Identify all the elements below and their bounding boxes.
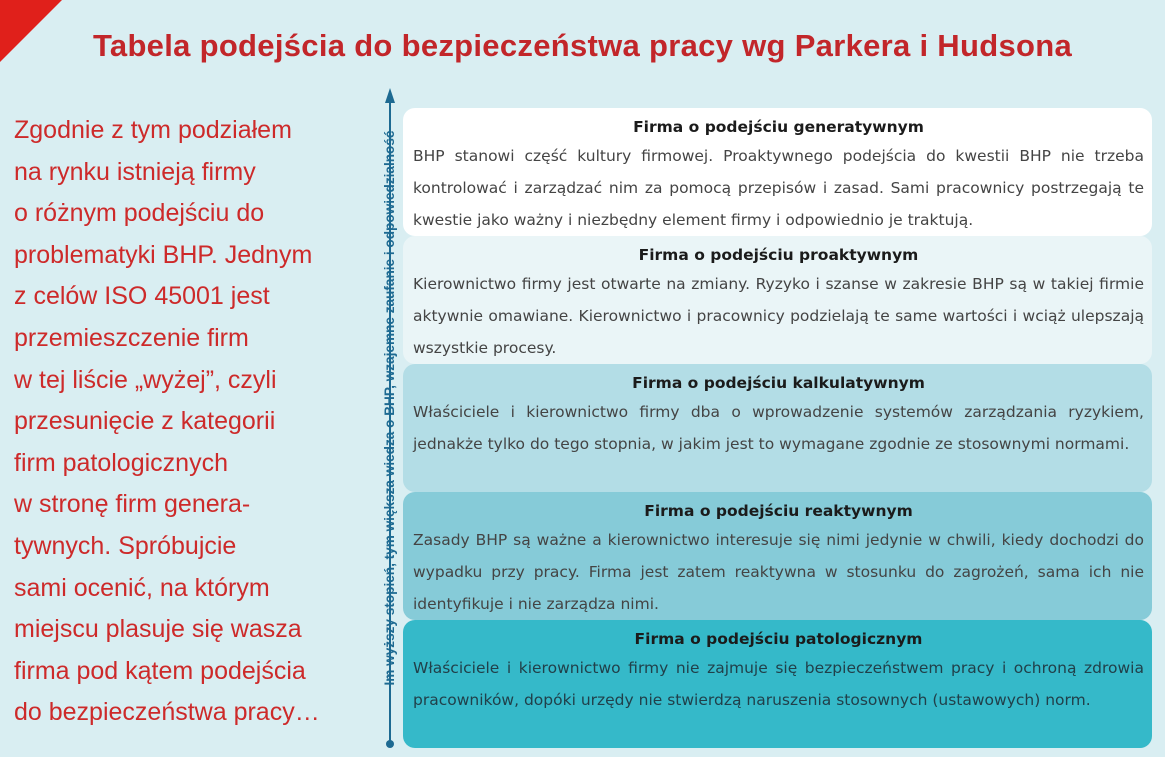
intro-line: w tej liście „wyżej”, czyli: [14, 365, 277, 394]
intro-line: sami ocenić, na którym: [14, 573, 270, 602]
intro-line: firma pod kątem podejścia: [14, 656, 306, 685]
card-text: Właściciele i kierownictwo firmy nie zajmuje się bezpieczeństwem pracy i ochroną zdrowia pracowników, dopóki urzędy nie stwierdzą naruszenia stosownych (ustawowych) norm.: [413, 659, 1144, 709]
approach-table: [403, 108, 1152, 748]
intro-line: tywnych. Spróbujcie: [14, 531, 237, 560]
card-title: Firma o podejściu proaktywnym: [638, 246, 919, 264]
intro-line: problematyki BHP. Jednym: [14, 240, 313, 269]
card-pathological: [403, 620, 1152, 748]
intro-line: przesunięcie z kategorii: [14, 407, 276, 436]
intro-paragraph: [14, 110, 349, 734]
card-text: BHP stanowi część kultury firmowej. Proaktywnego podejścia do kwestii BHP nie trzeba kontrolować i zarządzać nim za pomocą przepisów i zasad. Sami pracownicy postrzegają te kwestie jako ważny i niezbędny element firmy i odpowiednio je traktują.: [413, 147, 1144, 229]
card-title: Firma o podejściu generatywnym: [633, 118, 924, 136]
card-title: Firma o podejściu reaktywnym: [644, 502, 913, 520]
intro-line: w stronę firm genera-: [14, 490, 251, 519]
card-text: Właściciele i kierownictwo firmy dba o wprowadzenie systemów zarządzania ryzykiem, jednakże tylko do tego stopnia, w jakim jest to wymagane zgodnie ze stosownymi normami.: [413, 403, 1144, 453]
card-proactive: [403, 236, 1152, 364]
axis-label: Im wyższy stopień, tym większa wiedza o BHP, wzajemne zaufanie i odpowiedzialność: [382, 130, 397, 686]
intro-line: do bezpieczeństwa pracy…: [14, 698, 320, 727]
page-title: Tabela podejścia do bezpieczeństwa pracy wg Parkera i Hudsona: [92, 28, 1073, 63]
intro-line: przemieszczenie firm: [14, 323, 249, 352]
card-text: Kierownictwo firmy jest otwarte na zmiany. Ryzyko i szanse w zakresie BHP są w takiej firmie aktywnie omawiane. Kierownictwo i pracownicy podzielają te same wartości i wciąż ulepszają wszystkie procesy.: [413, 275, 1144, 357]
card-calculative: [403, 364, 1152, 492]
intro-line: firm patologicznych: [14, 448, 228, 477]
card-generative: [403, 108, 1152, 236]
intro-line: miejscu plasuje się wasza: [14, 615, 302, 644]
intro-line: o różnym podejściu do: [14, 199, 265, 228]
intro-line: z celów ISO 45001 jest: [14, 282, 270, 311]
card-title: Firma o podejściu kalkulatywnym: [632, 374, 925, 392]
card-title: Firma o podejściu patologicznym: [634, 630, 923, 648]
card-reactive: [403, 492, 1152, 620]
intro-line: na rynku istnieją firmy: [14, 157, 256, 186]
intro-line: Zgodnie z tym podziałem: [14, 116, 292, 144]
card-text: Zasady BHP są ważne a kierownictwo interesuje się nimi jedynie w chwili, kiedy dochodzi do wypadku przy pracy. Firma jest zatem reaktywna w stosunku do zagrożeń, sama ich nie identyfikuje i nie zarządza nimi.: [413, 531, 1144, 613]
